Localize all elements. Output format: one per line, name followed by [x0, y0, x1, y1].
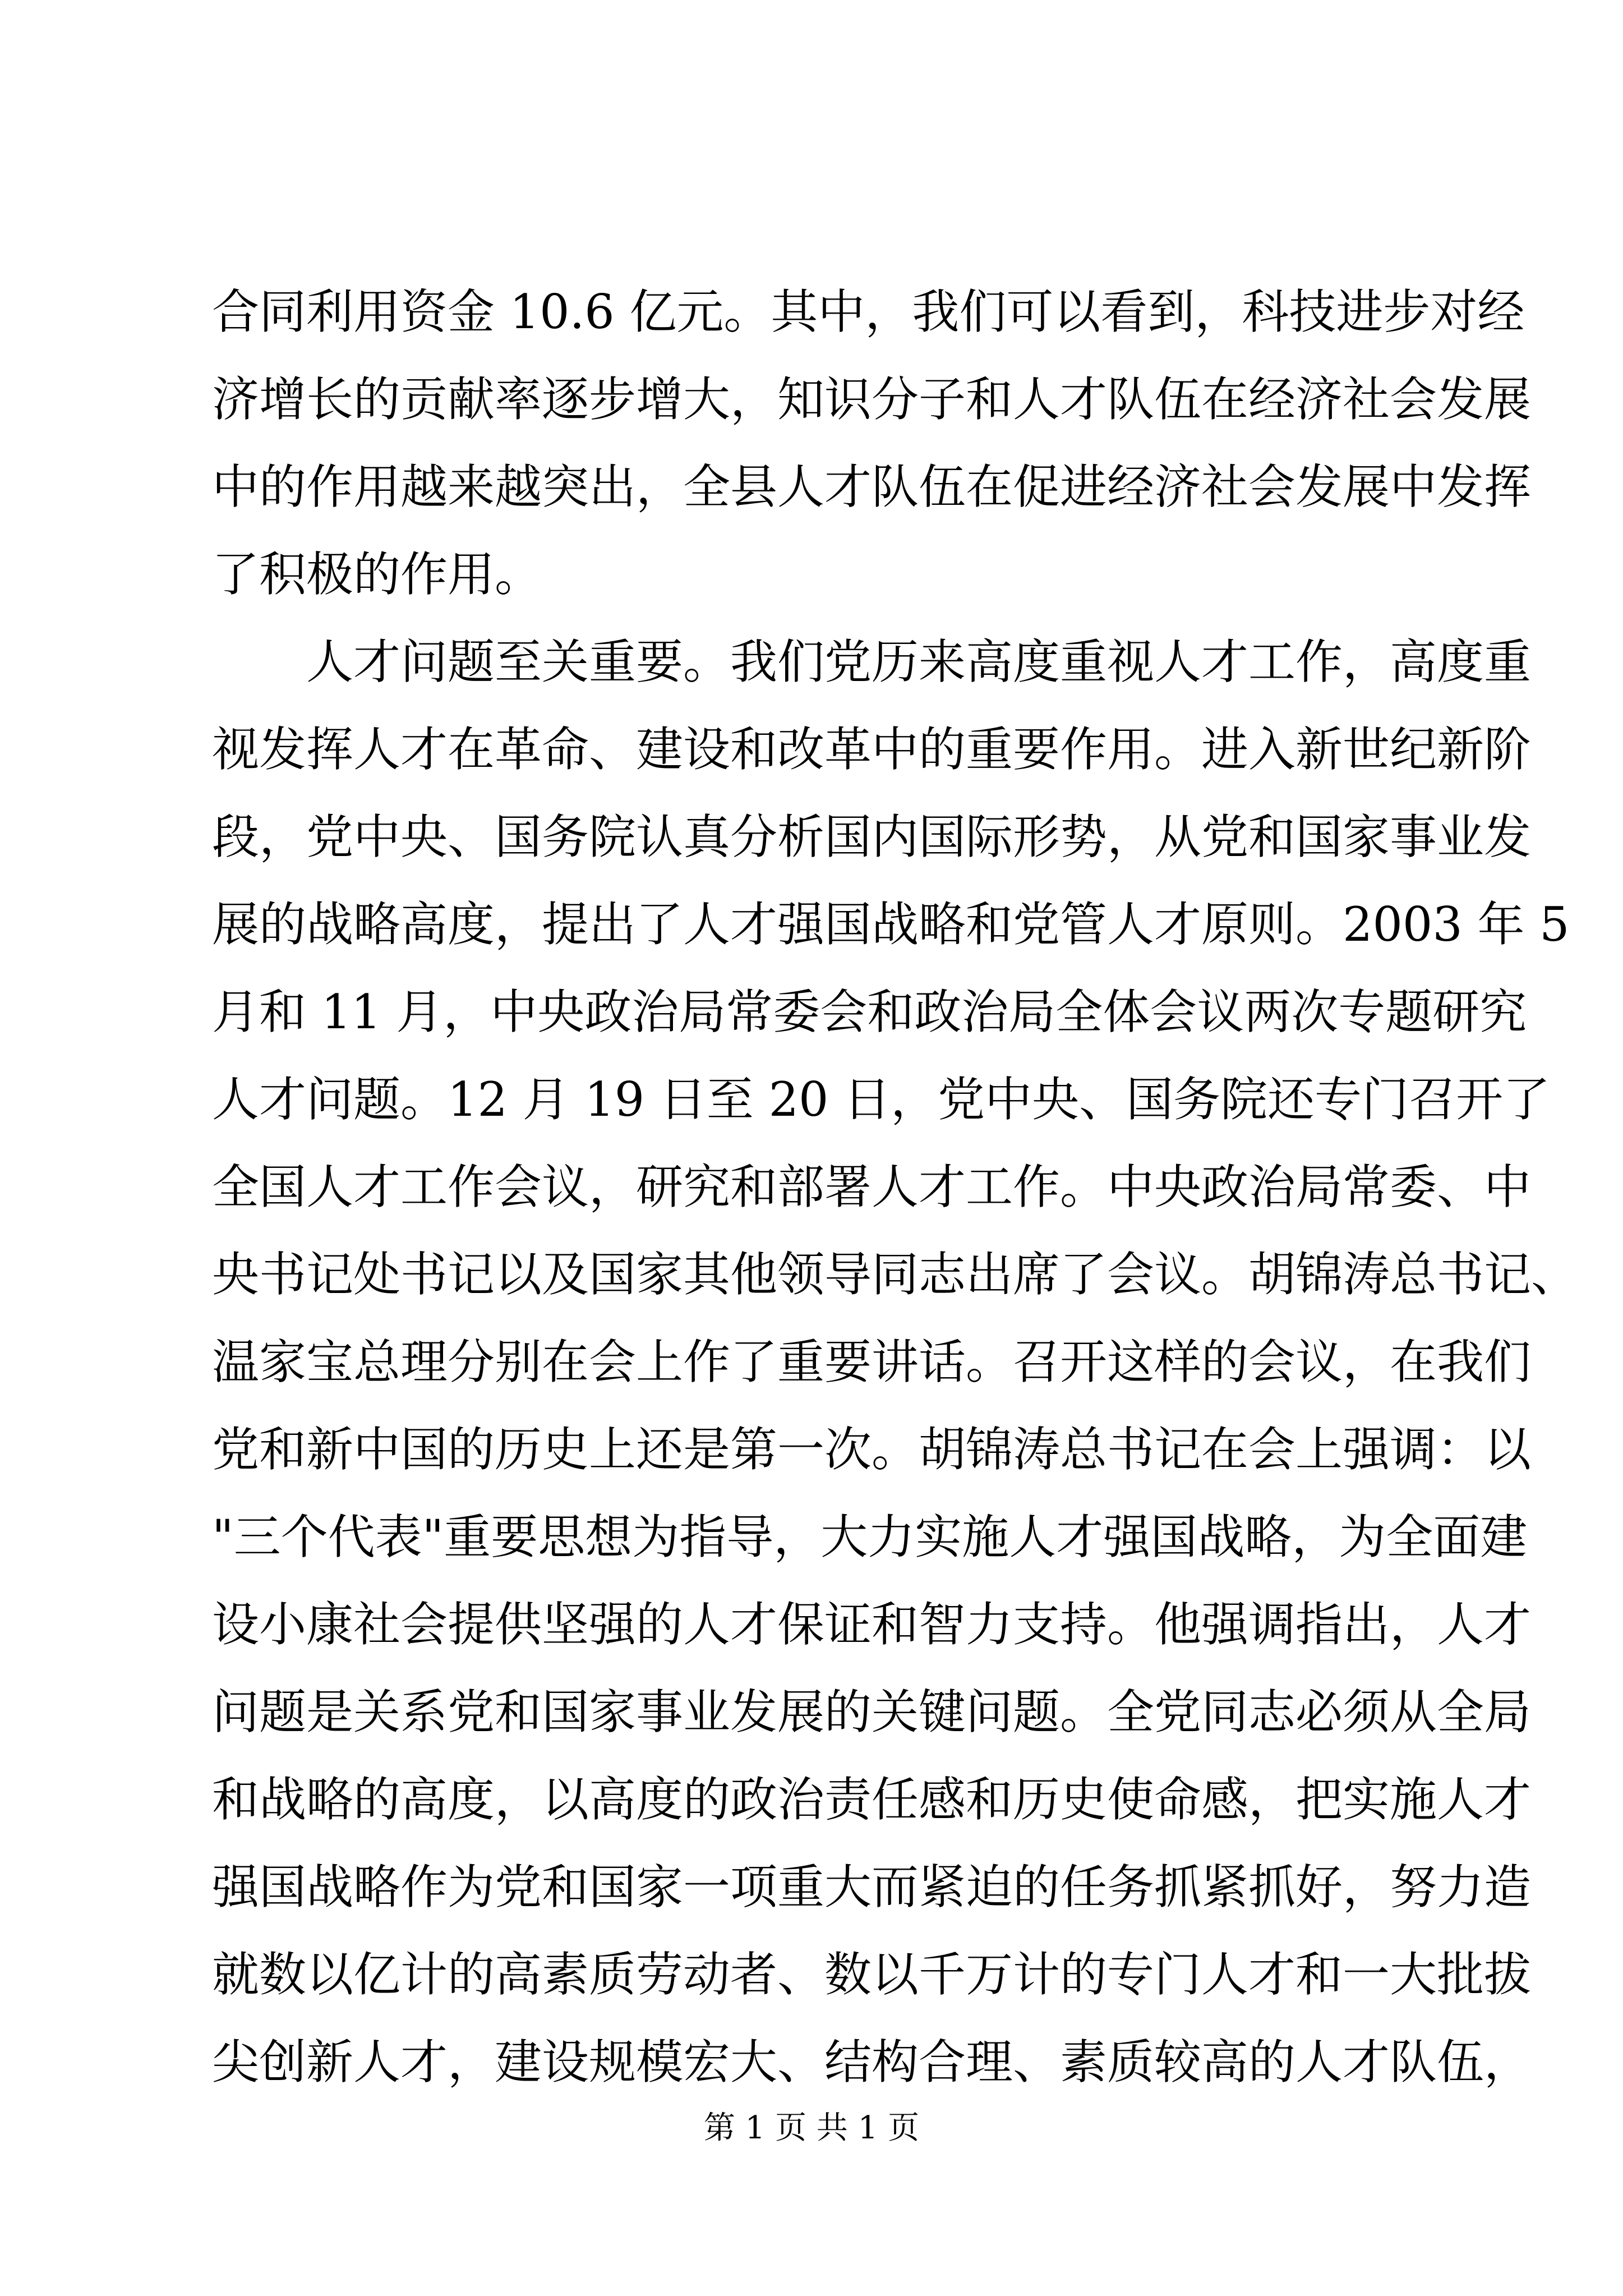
- text-line: 和战略的高度，以高度的政治责任感和历史使命感，把实施人才: [212, 1772, 1532, 1827]
- text-line: 温家宝总理分别在会上作了重要讲话。召开这样的会议，在我们: [212, 1335, 1532, 1389]
- text-line: 央书记处书记以及国家其他领导同志出席了会议。胡锦涛总书记、: [212, 1247, 1579, 1302]
- paragraph-first-line: 人才问题至关重要。我们党历来高度重视人才工作，高度重: [306, 634, 1532, 689]
- text-line: 设小康社会提供坚强的人才保证和智力支持。他强调指出，人才: [212, 1597, 1532, 1652]
- text-line: 尖创新人才，建设规模宏大、结构合理、素质较高的人才队伍，: [212, 2035, 1532, 2090]
- text-line: 就数以亿计的高素质劳动者、数以千万计的专门人才和一大批拔: [212, 1947, 1532, 2002]
- text-line: 中的作用越来越突出，全县人才队伍在促进经济社会发展中发挥: [212, 459, 1532, 514]
- text-line: 合同利用资金 10.6 亿元。其中，我们可以看到，科技进步对经: [212, 284, 1525, 339]
- text-line: 全国人才工作会议，研究和部署人才工作。中央政治局常委、中: [212, 1159, 1532, 1214]
- text-line: 问题是关系党和国家事业发展的关键问题。全党同志必须从全局: [212, 1685, 1532, 1740]
- text-line: 展的战略高度，提出了人才强国战略和党管人才原则。2003 年 5: [212, 897, 1570, 952]
- text-line: 人才问题。12 月 19 日至 20 日，党中央、国务院还专门召开了: [212, 1072, 1551, 1127]
- page-footer: [0, 2106, 1623, 2151]
- document-body: [212, 268, 1579, 2106]
- text-line: 月和 11 月，中央政治局常委会和政治局全体会议两次专题研究: [212, 984, 1527, 1039]
- text-line: 强国战略作为党和国家一项重大而紧迫的任务抓紧抓好，努力造: [212, 1860, 1532, 1915]
- text-line: "三个代表"重要思想为指导，大力实施人才强国战略，为全面建: [212, 1510, 1528, 1565]
- text-line: 党和新中国的历史上还是第一次。胡锦涛总书记在会上强调：以: [212, 1422, 1532, 1477]
- text-line: 段，党中央、国务院认真分析国内国际形势，从党和国家事业发: [212, 809, 1532, 864]
- text-line: 了积极的作用。: [212, 547, 542, 602]
- text-line: 视发挥人才在革命、建设和改革中的重要作用。进入新世纪新阶: [212, 722, 1532, 777]
- page-number-label: 第 1 页 共 1 页: [703, 2110, 920, 2146]
- text-line: 济增长的贡献率逐步增大，知识分子和人才队伍在经济社会发展: [212, 372, 1532, 427]
